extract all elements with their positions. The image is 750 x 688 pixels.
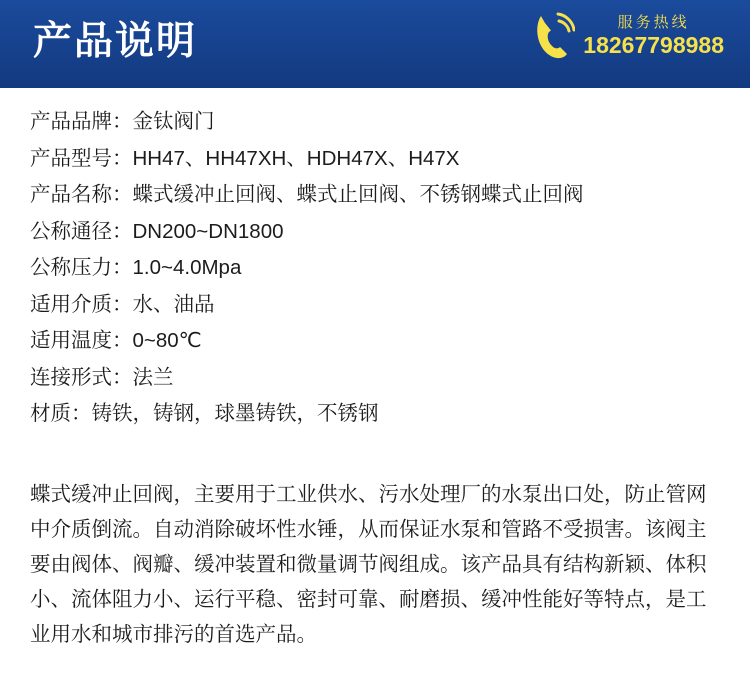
spec-list [0, 104, 750, 433]
page-title: 产品说明 [33, 20, 198, 63]
spec-row: 公称压力：1.0~4.0Mpa [30, 256, 242, 279]
hotline-block [535, 12, 724, 60]
spec-row: 产品品牌：金钛阀门 [30, 110, 215, 133]
phone-icon [535, 12, 575, 60]
header-banner [0, 0, 750, 88]
spec-row: 产品型号：HH47、HH47XH、HDH47X、H47X [30, 146, 460, 170]
spec-row: 连接形式：法兰 [30, 365, 174, 389]
hotline-text [583, 15, 724, 57]
spec-row: 公称通径：DN200~DN1800 [30, 219, 284, 243]
hotline-number: 18267798988 [583, 32, 724, 58]
spec-row: 适用介质：水、油品 [30, 292, 215, 316]
description-paragraph: 蝶式缓冲止回阀，主要用于工业供水、污水处理厂的水泵出口处，防止管网中介质倒流。自动消除破坏性水锤，从而保证水泵和管路不受损害。该阀主要由阀体、阀瓣、缓冲装置和微量调节阀组成。该产品具有结构新颖、体积小、流体阻力小、运行平稳、密封可靠、耐磨损、缓冲性能好等特点，是工业用水和城市排污的首选产品。 [30, 483, 707, 646]
spec-row: 产品名称：蝶式缓冲止回阀、蝶式止回阀、不锈钢蝶式止回阀 [30, 183, 584, 206]
spec-row: 材质：铸铁，铸钢，球墨铸铁，不锈钢 [30, 402, 379, 425]
spec-row: 适用温度：0~80℃ [30, 329, 202, 352]
hotline-label: 服务热线 [617, 14, 690, 31]
